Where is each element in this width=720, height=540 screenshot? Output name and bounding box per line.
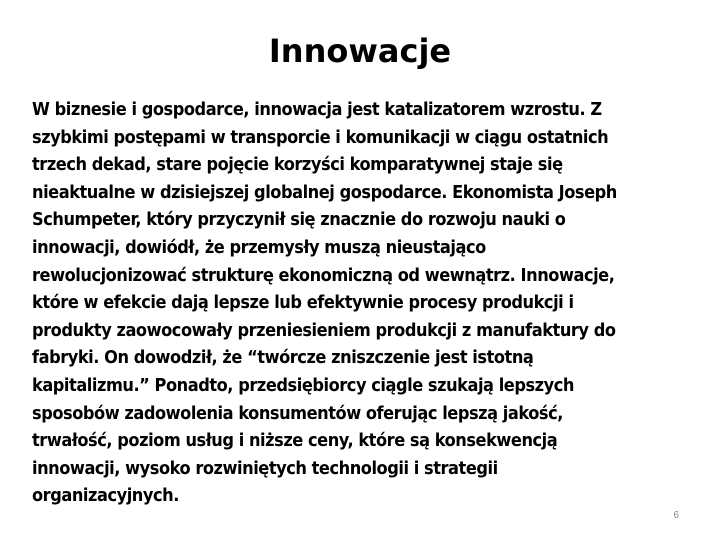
- body-line: innowacji, wysoko rozwiniętych technologii i strategii: [32, 457, 498, 479]
- body-line: produkty zaowocowały przeniesieniem produkcji z manufaktury do: [32, 319, 616, 341]
- body-line: W biznesie i gospodarce, innowacja jest katalizatorem wzrostu. Z: [32, 99, 602, 120]
- body-line: trwałość, poziom usług i niższe ceny, które są konsekwencją: [32, 430, 558, 452]
- body-line: fabryki. On dowodził, że “twórcze zniszczenie jest istotną: [32, 347, 534, 369]
- body-line: rewolucjonizować strukturę ekonomiczną od wewnątrz. Innowacje,: [32, 264, 615, 286]
- body-line: Schumpeter, który przyczynił się znacznie do rozwoju nauki o: [32, 209, 566, 231]
- page-number: 6: [673, 510, 679, 521]
- body-line: nieaktualne w dzisiejszej globalnej gospodarce. Ekonomista Joseph: [32, 181, 617, 203]
- body-line: organizacyjnych.: [32, 485, 179, 507]
- body-line: sposobów zadowolenia konsumentów oferując lepszą jakość,: [32, 402, 563, 424]
- body-line: innowacji, dowiódł, że przemysły muszą nieustająco: [32, 236, 486, 258]
- body-line: szybkimi postępami w transporcie i komunikacji w ciągu ostatnich: [32, 126, 609, 148]
- body-line: trzech dekad, stare pojęcie korzyści komparatywnej staje się: [32, 154, 563, 176]
- slide-title: Innowacje: [268, 32, 452, 70]
- body-line: które w efekcie dają lepsze lub efektywnie procesy produkcji i: [32, 292, 574, 314]
- body-line: kapitalizmu.” Ponadto, przedsiębiorcy ciągle szukają lepszych: [32, 374, 574, 396]
- slide-body-text: [32, 96, 704, 510]
